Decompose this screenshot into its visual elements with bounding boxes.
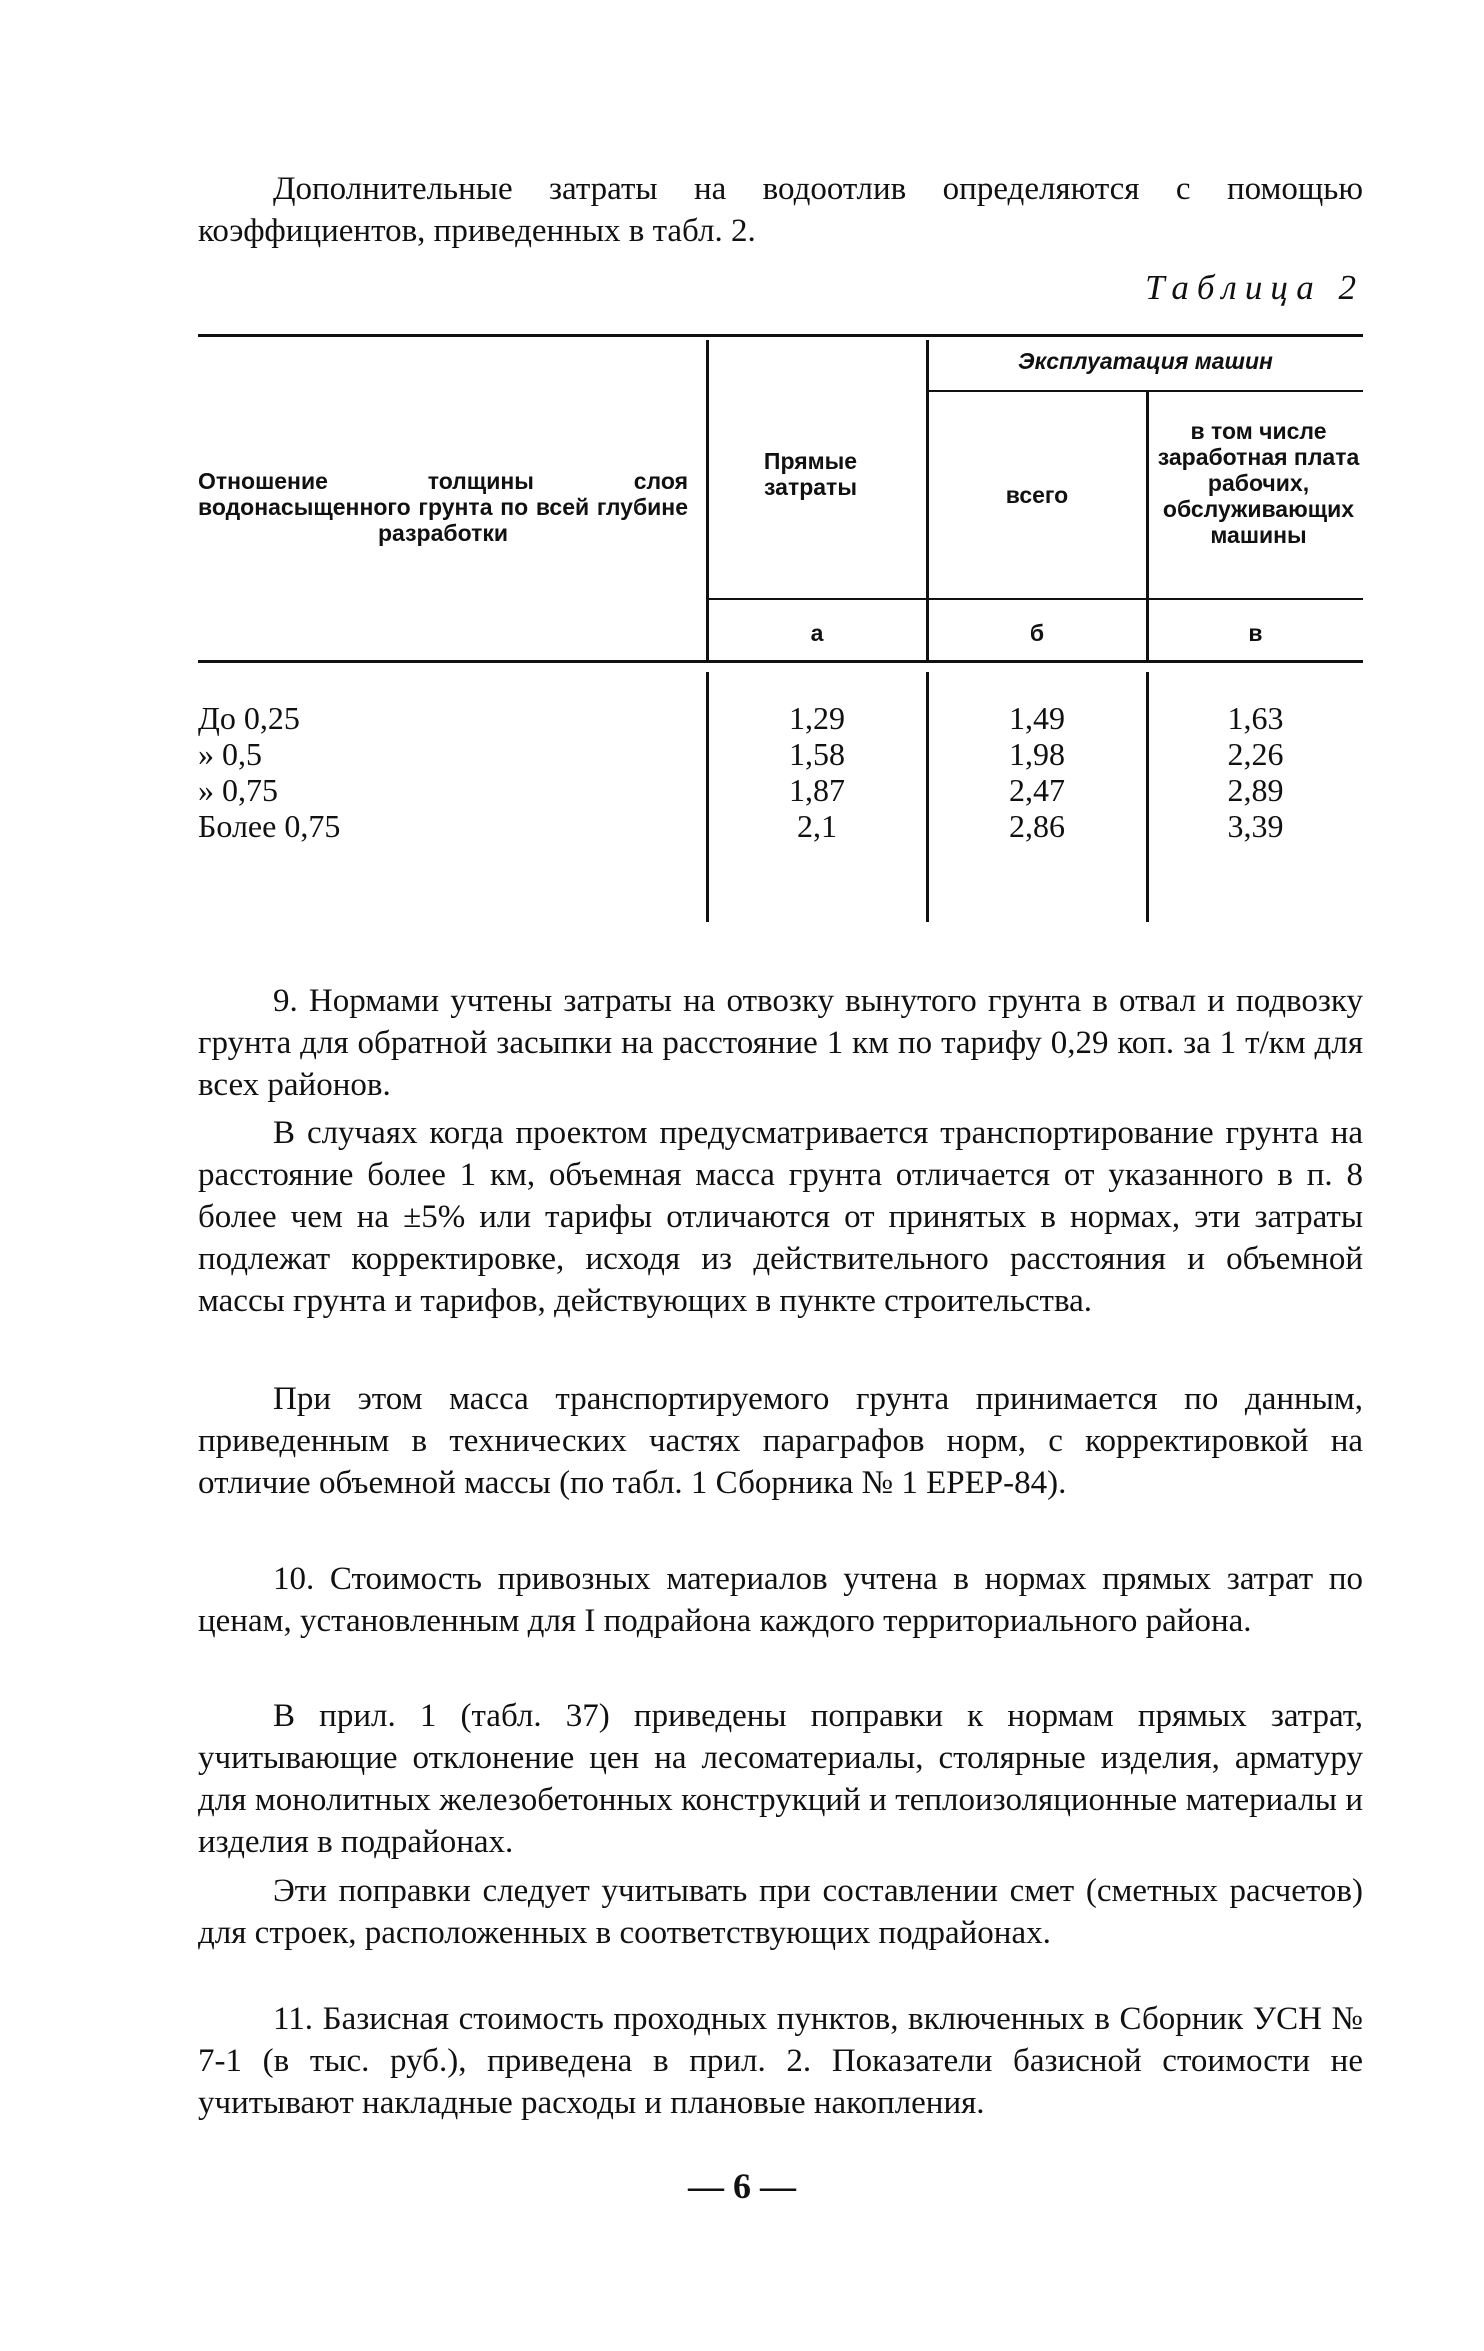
paragraph-10-b: В прил. 1 (табл. 37) приведены поправки к нормам прямых затрат, учитывающие отклонение цен на лесоматериалы, столярные изделия, арматуру для монолитных железобетонных конструкций и теплоизоляционные материалы и изделия в подрайонах. [198,1698,1363,1860]
row-value-a: 1,58 [789,736,845,772]
intro-paragraph: Дополнительные затраты на водоотлив определяются с помощью коэффициентов, приведенных в табл. 2. [198,171,1363,249]
paragraph-9: 9. Нормами учтены затраты на отвозку вынутого грунта в отвал и подвозку грунта для обратной засыпки на расстояние 1 км по тарифу 0,29 коп. за 1 т/км для всех районов. [198,983,1363,1103]
row-label: » 0,75 [198,772,278,808]
table-caption: Таблица 2 [1145,268,1364,307]
row-value-v: 1,63 [1227,700,1284,736]
row-value-b: 2,86 [1009,808,1065,844]
header-wage: в том числе заработная плата рабочих, обслуживающих машины [1157,418,1360,548]
row-value-b: 2,47 [1009,772,1065,808]
row-value-a: 1,87 [789,772,845,808]
row-label: До 0,25 [198,700,300,736]
row-value-v: 2,89 [1227,772,1284,808]
header-total: всего [1005,482,1069,508]
header-direct-costs: Прямые затраты [763,448,858,500]
header-group-exploitation: Эксплуатация машин [1018,348,1273,374]
table-2 [198,330,1363,930]
paragraph-9-c: При этом масса транспортируемого грунта принимается по данным, приведенным в технических частях параграфов норм, с корректировкой на отличие объемной массы (по табл. 1 Сборника № 1 ЕРЕР-84). [198,1381,1363,1501]
row-value-v: 3,39 [1227,808,1284,844]
header-bottom-rule [198,660,1363,663]
row-value-a: 2,1 [797,808,837,844]
row-value-b: 1,49 [1009,700,1065,736]
row-value-v: 2,26 [1227,736,1284,772]
row-value-a: 1,29 [789,700,845,736]
row-label: Более 0,75 [198,808,341,844]
paragraph-9-b: В случаях когда проектом предусматривается транспортирование грунта на расстояние более 1 км, объемная масса грунта отличается от указанного в п. 8 более чем на ±5% или тарифы отличаются от принятых в нормах, эти затраты подлежат корректировке, исходя из действительного расстояния и объемной массы грунта и тарифов, действующих в пункте строительства. [198,1115,1363,1319]
col-divider-1-head [706,340,709,660]
letter-v: в [1248,620,1263,646]
paragraph-10: 10. Стоимость привозных материалов учтена в нормах прямых затрат по ценам, установленным для I подрайона каждого территориального района. [198,1561,1363,1639]
row-value-b: 1,98 [1009,736,1065,772]
paragraph-10-c: Эти поправки следует учитывать при составлении смет (сметных расчетов) для строек, расположенных в соответствующих подрайонах. [198,1873,1363,1951]
page-number: — 6 — [688,2166,796,2206]
row-label: » 0,5 [198,736,262,772]
paragraph-11: 11. Базисная стоимость проходных пунктов, включенных в Сборник УСН № 7-1 (в тыс. руб.), приведена в прил. 2. Показатели базисной стоимости не учитывают накладные расходы и плановые накопления. [198,2001,1363,2121]
table-top-rule [198,334,1363,337]
letter-a: а [810,620,824,646]
letter-b: б [1029,620,1045,646]
letters-rule [708,598,1363,600]
header-ratio: Отношение толщины слоя водонасыщенного грунта по всей глубине разработки [198,468,688,546]
